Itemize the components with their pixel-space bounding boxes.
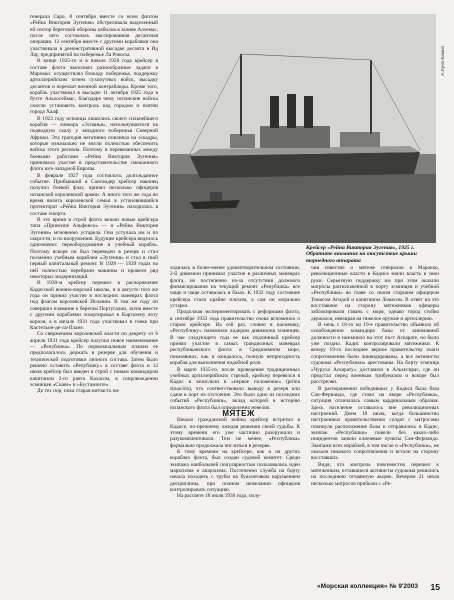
photo-credit-text: А.Луиз Камиз: [441, 46, 446, 76]
paragraph: ходилась в более-менее удовлетворительном состоянии, 2-й дивизион принимал участие в различных маневрах флота, но постепенно из-за отсутствия должного финансирования на текущий ремонт «Република» все чаще и чаще оставалась в базах. К 1932 году состояние крейсера стало крайне плохим, а сам он морально устарел.: [170, 265, 300, 310]
magazine-title: «Морская коллекция» № 9'2003: [317, 583, 418, 590]
paragraph: В это время в строй флота вошли новые крейсера типа «Принсипе Альфонсо» — и «Рейна Виктория Эугения» мгновенно устарела. Она уступала им и по скорости, и по вооружению. Будущее крейсера виделось однозначно: переоборудование в учебный корабль. Поэтому вскоре он был переведен в резерв и стал посменно учебным кораблем «Эугения» и стал в свой первый капитальный ремонт. В 1928 — 1929 годах на ней полностью перебрали машины и провели ряд некоторых модернизаций.: [30, 217, 158, 281]
paragraph: В ночь с 18-го на 19-е правительство объявило об освобождении командира базы от занимаемой должности и назначило на этот пост Аскарате, но было уже поздно. Кадис контролировали мятежники. К вечеру 19-го последнее верное правительству очаги сопротивления были ликвидированы, а все активисты судокома «Республики» арестованы. На борту эсминца «Чуруха Аскарату» доставили в Альхесирас, где он предстал перед военным трибуналом и вскоре был расстрелян.: [311, 322, 439, 386]
paragraph: К тому времени на крейсере, как и на других кораблях флота, был создан судовой комитет. Среди экипажа наибольшей популярностью пользовались идеи марксизма и анархизма. Постепенно служба на борту начала походить с трубы на бушлатовым нарушением дисциплины, при полном нежелании офицеров контролировать ситуацию.: [170, 448, 300, 494]
page-number: 15: [430, 582, 440, 592]
column-right: [311, 265, 439, 487]
column-left: [30, 14, 158, 395]
paragraph: чив известие о мятеже генералов в Марокко, революционные власти в Кадисе взяли власть в свои руки. Серьезную поддержку им при этом оказали матросы расположенной в порту эсминцев и учебной «Республики» во главе со своим старшим офицером Томасом Агидой и капитаном Ломасом. В ответ на это восставшие на сторону мятежников офицеры заблокировали гавань с моря, однако город стойко держался, невзирая на тяжелое оружие и артиллерию.: [311, 265, 439, 322]
page-footer: [30, 583, 440, 593]
section-heading: МЯТЕЖ: [222, 408, 255, 418]
paragraph: До тех пор, пока старая матчасть на-: [37, 388, 120, 395]
paragraph: В феврале 1927 года состоялось долгожданное событие. Прибывший в Сантандер крейсер наконец получил боевой флаг, принял несколько офицеров испанской королевской армии. А иного того же года во время визита королевской семьи в установившийся протекторат «Рейна Виктория Эугения» находилась в составе эскорта.: [30, 172, 158, 217]
paragraph: Начало гражданской войны крейсер встретил в Кадисе, по-прежнему ожидая решения своей судьбы. К этому времени его уже частично разоружили и разукомплектовали. Тем не менее, «Республика» формально продолжала числиться в резерве.: [170, 417, 300, 449]
paragraph: В распоряжении победивших у Кадиса была база Сан-Фернандо, где стоял на якоре «Республика», ситуация отличалась самым кардинальным образом. Здесь население оставалось вне революционных настроений. Днем 18 июля, когда большинство настроенных правительственно солдат с матросами покинули расположение базы и отправились в Кадис, экипаж «Республики» повели без каких-либо инцидентов заняли ключевые пункты Сан-Фернандо. Экипажи всех кораблей, в том числе и «Республики», не оказали никакого сопротивления и встали на сторону восставших.: [311, 385, 439, 462]
paragraph: В конце 1925-го и в начале 1926 года крейсер в составе флота выполнял разнообразные задачи в Марокко: осуществлял блокаду побережья, поддержку артиллерийским огнем сухопутных войск, высадку десантов и перехват военной контрабанды. Кроме того, корабль участвовал в высадке 11 октября 1925 года в бухте Альхосеймас, благодаря чему испанские войска смогли установить контроль над городом и взятии города Хааф.: [30, 58, 158, 116]
column-middle: [170, 265, 300, 500]
photo-credit: [441, 14, 449, 76]
paragraph: В 1930-м крейсер перешел в распоряжение Кадисской военно-морской школы, и в августе того же года он принял участие в последних маневрах флота под флагом королевской Испании. В том же году он совершил плавание к берегам Португалии, затем вместе с другими кораблями эскортировал в Картахену яхту короля, а в начале 1931 года участвовал в гонке при Кастельон-де-ла-Плане.: [30, 280, 158, 331]
paragraph: В марте 1935-го, после проведения традиционных учебных артиллерийских стрельб, крейсер перевелся в Кадис и зачислили в «первое положение» (prima situación), что соответствовало выводу в резерв или сдаче в порт на отстоение. Это было одно из последних событий «Республики», вклад которой в историю испанского флота был определенно невелик.: [170, 366, 300, 411]
paragraph: На рассвете 18 июля 1936 года, полу-: [177, 493, 262, 500]
paragraph: В 1923 году испанцы лишились своего сильнейшего корабля — линкора «Эспанья», натолкнувшегося на подводную скалу у западного побережья Северной Африки. Эта трагедия негативно повлияла на эскадры, которые изначально не могли полностью обеспечить войска этого региона. Поэтому в перевязанных между боевыми работами «Рейна Виктория Эугения» принимала участие в представительстве смешанного флота юго-западной Европы.: [30, 115, 158, 173]
paragraph: Продолжая экспериментировать с реформами флота, в сентябре 1933 года правительство снова вспомнило о старом крейсере. На сей раз, словно в насмешку, «Республику» назначили лидером дивизиона эсминцев. В чае следующего года ее как подлинный крейсер принял участие в самых грандиозных маневрах республиканского флота в Средиземном море, показавших, как и ожидалось, полную непригодность корабля для выполнения подобной роли.: [170, 309, 300, 367]
paragraph: Видя, что контроль повсеместно перешел к мятежникам, оставшиеся активисты судокома решились на последнюю отчаянную акцию. Вечером 21 июля несколько матросов прибыли с «Ре-: [311, 461, 439, 487]
ship-photo: [170, 14, 436, 243]
paragraph: генерала Саро. 8 сентября вместе со всем флотом «Рейна Виктория Эугения» обстреливала выделенный ей сектор береговой обороны кабилов в заливе Алхемас, после чего состоялась массированная десантная операция. 12 сентября вместе с другими кораблями она участвовала в демонстративной высадке десанта в Ид Лау, предпринятой на побережье Ла Рокосы.: [30, 14, 158, 59]
photo-caption: Крейсер «Рейна Виктория Эугения», 1925 г. Обратите внимание на отсутствие крыши торпедного аппарата: [306, 245, 417, 264]
paragraph: Со свержением королевской власти по декрету от 6 апреля 1931 года крейсер получил новое наименование — «Република». По первоначальным планам ее предполагалось держать в резерве для обучения и технической подготовки личного состава. Затем было решено оставить «Републику» в составе флота и 12 июля крейсер был введен в строй с новым командиром капитаном 2-го ранга Кахасом, в сопровождении эсминцев «Сиаке» и «Бустамонте».: [30, 331, 158, 388]
ship-photo-illustration: [170, 14, 436, 243]
